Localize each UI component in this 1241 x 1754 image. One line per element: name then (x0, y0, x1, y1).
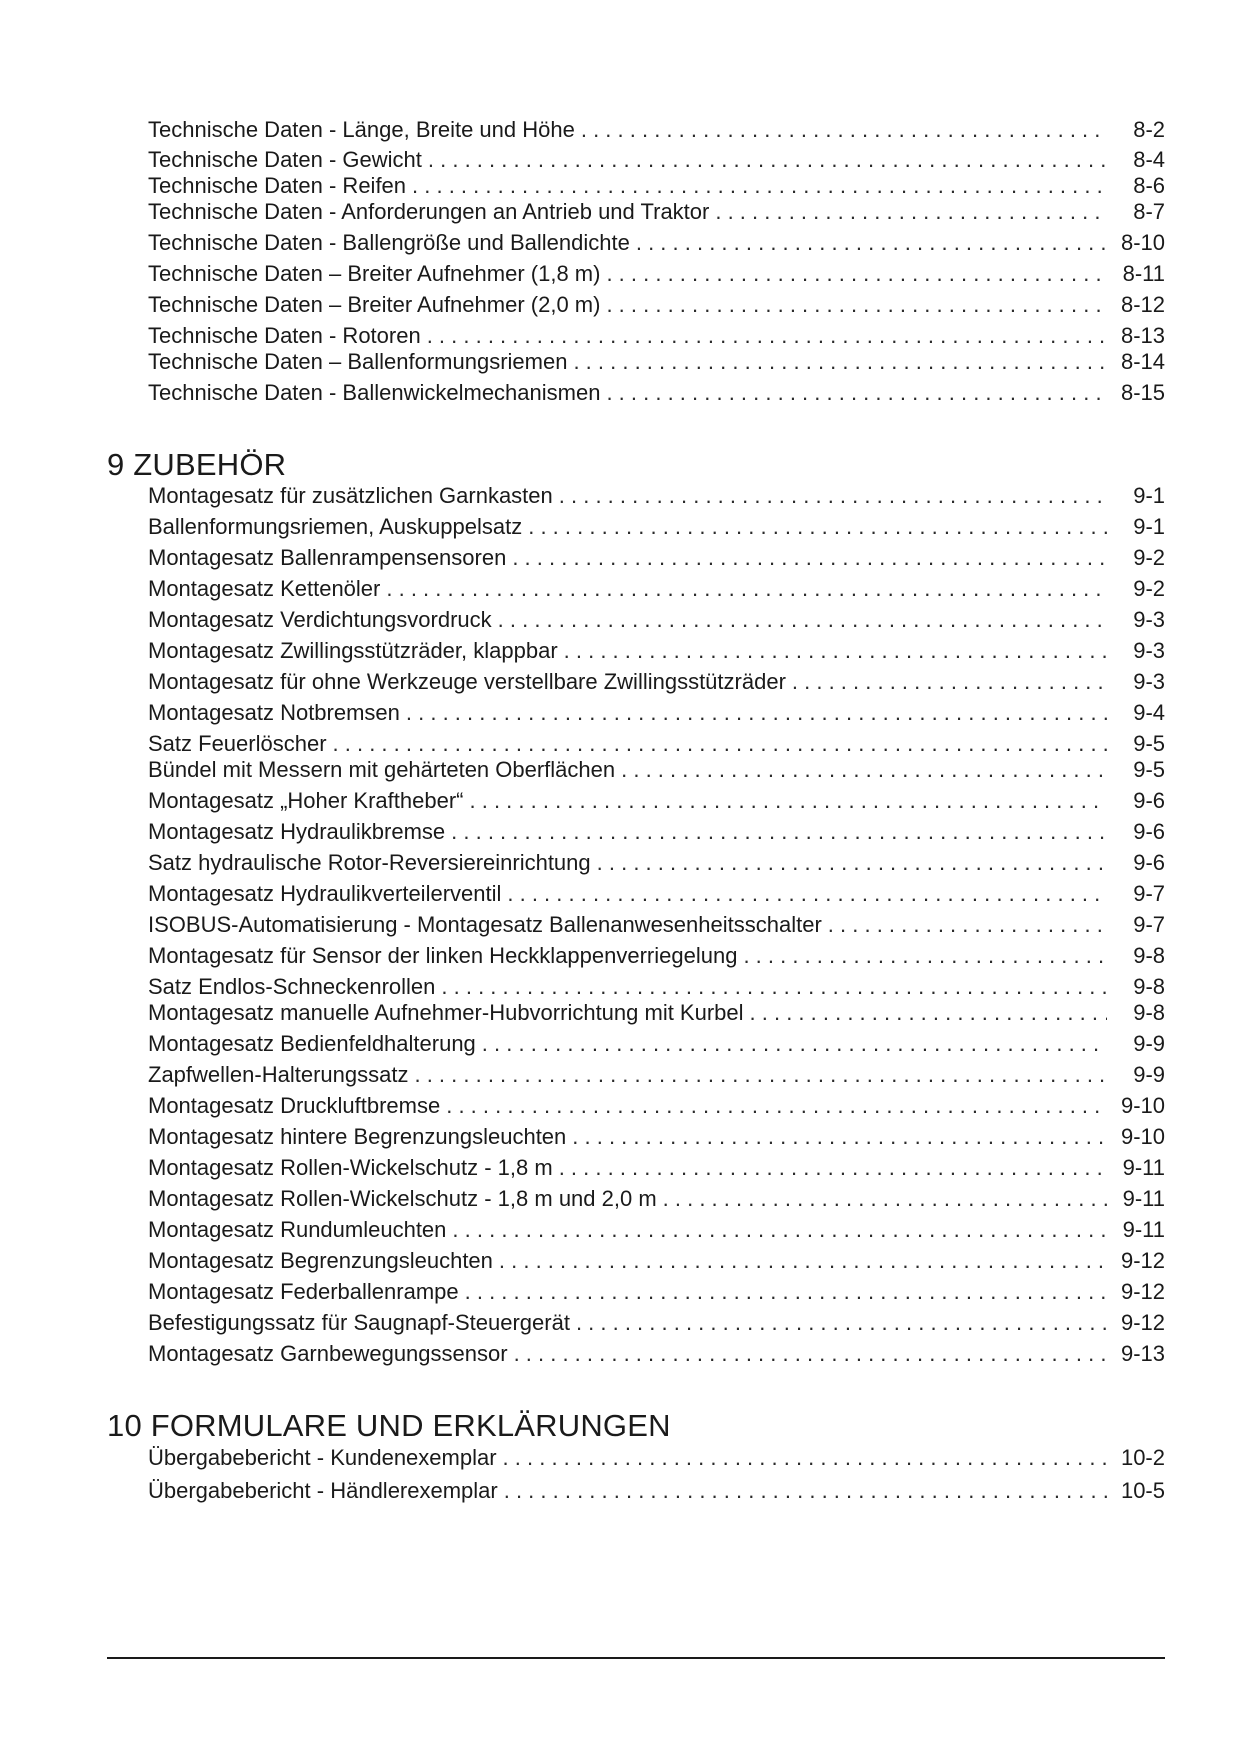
toc-entry-title: Montagesatz „Hoher Kraftheber“ (148, 788, 464, 813)
toc-leader-dots (514, 1339, 1107, 1369)
toc-entry-title: Technische Daten – Breiter Aufnehmer (2,0 m) (148, 292, 601, 317)
toc-leader-dots (572, 1122, 1107, 1152)
toc-entry[interactable] (148, 347, 1165, 377)
toc-entry[interactable] (148, 1277, 1165, 1307)
section-heading[interactable]: 9 ZUBEHÖR (107, 447, 287, 482)
toc-entry-title: Befestigungssatz für Saugnapf-Steuergerät (148, 1310, 570, 1335)
toc-entry-page: 8-13 (1120, 323, 1165, 348)
toc-entry-title: Montagesatz für Sensor der linken Heckklappenverriegelung (148, 943, 738, 968)
toc-entry[interactable] (148, 1184, 1165, 1214)
toc-entry[interactable] (148, 543, 1165, 573)
toc-entry-title: Montagesatz Kettenöler (148, 576, 381, 601)
toc-leader-dots (451, 817, 1107, 847)
toc-entry-page: 9-1 (1133, 483, 1165, 508)
toc-entry[interactable] (148, 115, 1165, 145)
toc-leader-dots (465, 1277, 1107, 1307)
toc-entry[interactable] (148, 1443, 1165, 1473)
toc-entry[interactable] (148, 848, 1165, 878)
toc-leader-dots (792, 667, 1107, 697)
toc-entry-title: Montagesatz Verdichtungsvordruck (148, 607, 492, 632)
toc-leader-dots (498, 605, 1107, 635)
toc-entry[interactable] (148, 605, 1165, 635)
toc-leader-dots (743, 941, 1107, 971)
toc-entry-page: 10-2 (1120, 1445, 1165, 1470)
toc-leader-dots (606, 259, 1107, 289)
toc-entry-page: 9-10 (1120, 1124, 1165, 1149)
toc-leader-dots (636, 228, 1107, 258)
toc-entry-page: 9-3 (1133, 607, 1165, 632)
toc-entry[interactable] (148, 910, 1165, 940)
toc-leader-dots (564, 636, 1107, 666)
toc-entry-title: Montagesatz Zwillingsstützräder, klappbar (148, 638, 558, 663)
toc-entry-title: Technische Daten – Breiter Aufnehmer (1,8 m) (148, 261, 601, 286)
toc-entry-page: 8-2 (1133, 117, 1165, 142)
toc-leader-dots (750, 998, 1107, 1028)
toc-entry[interactable] (148, 941, 1165, 971)
toc-entry[interactable] (148, 1339, 1165, 1369)
toc-entry-page: 9-13 (1120, 1341, 1165, 1366)
toc-entry-title: ISOBUS-Automatisierung - Montagesatz Ballenanwesenheitsschalter (148, 912, 822, 937)
toc-entry[interactable] (148, 1060, 1165, 1090)
toc-entry-title: Montagesatz Rundumleuchten (148, 1217, 447, 1242)
toc-entry-title: Montagesatz für zusätzlichen Garnkasten (148, 483, 553, 508)
toc-entry[interactable] (148, 228, 1165, 258)
toc-entry-page: 9-12 (1120, 1279, 1165, 1304)
footer-rule (107, 1657, 1165, 1659)
toc-entry-title: Montagesatz Notbremsen (148, 700, 400, 725)
toc-entry[interactable] (148, 378, 1165, 408)
toc-entry-page: 8-6 (1133, 173, 1165, 198)
toc-entry-title: Technische Daten - Gewicht (148, 147, 422, 172)
toc-entry-page: 9-3 (1133, 638, 1165, 663)
toc-entry-page: 9-11 (1122, 1217, 1165, 1242)
toc-entry-page: 9-6 (1133, 819, 1165, 844)
toc-entry-page: 9-1 (1133, 514, 1165, 539)
toc-leader-dots (621, 755, 1107, 785)
toc-entry-page: 9-11 (1122, 1155, 1165, 1180)
toc-leader-dots (507, 879, 1107, 909)
toc-entry[interactable] (148, 481, 1165, 511)
toc-leader-dots (503, 1443, 1107, 1473)
toc-leader-dots (559, 481, 1107, 511)
toc-entry-title: Montagesatz für ohne Werkzeuge verstellbare Zwillingsstützräder (148, 669, 786, 694)
toc-entry-page: 9-8 (1133, 974, 1165, 999)
toc-entry-title: Montagesatz Hydraulikbremse (148, 819, 446, 844)
toc-leader-dots (828, 910, 1107, 940)
toc-entry[interactable] (148, 879, 1165, 909)
toc-leader-dots (504, 1476, 1107, 1506)
toc-entry-page: 8-11 (1122, 261, 1165, 286)
toc-entry-page: 9-12 (1120, 1248, 1165, 1273)
toc-leader-dots (606, 378, 1107, 408)
toc-entry-title: Technische Daten - Ballenwickelmechanismen (148, 380, 601, 405)
toc-entry[interactable] (148, 636, 1165, 666)
toc-entry[interactable] (148, 1215, 1165, 1245)
toc-leader-dots (446, 1091, 1107, 1121)
toc-entry[interactable] (148, 1122, 1165, 1152)
toc-entry[interactable] (148, 1153, 1165, 1183)
toc-leader-dots (581, 115, 1107, 145)
toc-leader-dots (573, 347, 1107, 377)
toc-entry-page: 9-2 (1133, 576, 1165, 601)
toc-entry-page: 8-7 (1133, 199, 1165, 224)
toc-leader-dots (452, 1215, 1107, 1245)
toc-entry-page: 9-5 (1133, 731, 1165, 756)
toc-entry-title: Montagesatz Garnbewegungssensor (148, 1341, 508, 1366)
toc-entry-page: 9-7 (1133, 912, 1165, 937)
toc-entry[interactable] (148, 259, 1165, 289)
toc-leader-dots (386, 574, 1107, 604)
toc-leader-dots (512, 543, 1107, 573)
toc-entry-page: 9-2 (1133, 545, 1165, 570)
toc-entry-title: Technische Daten - Anforderungen an Antrieb und Traktor (148, 199, 710, 224)
toc-entry-page: 9-8 (1133, 943, 1165, 968)
toc-entry-title: Montagesatz Druckluftbremse (148, 1093, 441, 1118)
toc-entry-page: 9-8 (1133, 1000, 1165, 1025)
toc-entry-page: 9-11 (1122, 1186, 1165, 1211)
toc-entry-title: Zapfwellen-Halterungssatz (148, 1062, 409, 1087)
toc-entry-page: 9-3 (1133, 669, 1165, 694)
toc-leader-dots (406, 698, 1107, 728)
toc-entry[interactable] (148, 512, 1165, 542)
toc-entry[interactable] (148, 1029, 1165, 1059)
toc-entry[interactable] (148, 1091, 1165, 1121)
toc-entry-title: Technische Daten – Ballenformungsriemen (148, 349, 568, 374)
toc-entry-page: 9-9 (1133, 1031, 1165, 1056)
toc-leader-dots (715, 197, 1107, 227)
toc-entry[interactable] (148, 1308, 1165, 1338)
toc-entry-title: Übergabebericht - Händlerexemplar (148, 1478, 498, 1503)
toc-entry[interactable] (148, 998, 1165, 1028)
toc-entry-title: Montagesatz Federballenrampe (148, 1279, 459, 1304)
toc-entry-title: Übergabebericht - Kundenexemplar (148, 1445, 497, 1470)
toc-leader-dots (576, 1308, 1107, 1338)
toc-entry-title: Satz hydraulische Rotor-Reversiereinrichtung (148, 850, 591, 875)
toc-entry-title: Satz Endlos-Schneckenrollen (148, 974, 436, 999)
toc-entry-title: Bündel mit Messern mit gehärteten Oberflächen (148, 757, 616, 782)
toc-entry-page: 9-7 (1133, 881, 1165, 906)
toc-entry-page: 8-14 (1120, 349, 1165, 374)
toc-leader-dots (499, 1246, 1107, 1276)
toc-entry-title: Technische Daten - Ballengröße und Ballendichte (148, 230, 630, 255)
toc-leader-dots (414, 1060, 1107, 1090)
toc-entry-title: Montagesatz manuelle Aufnehmer-Hubvorrichtung mit Kurbel (148, 1000, 744, 1025)
toc-entry-page: 8-15 (1120, 380, 1165, 405)
toc-entry-page: 9-6 (1133, 788, 1165, 813)
section-heading[interactable]: 10 FORMULARE UND ERKLÄRUNGEN (107, 1408, 671, 1443)
toc-entry-title: Montagesatz Rollen-Wickelschutz - 1,8 m und 2,0 m (148, 1186, 657, 1211)
toc-leader-dots (470, 786, 1108, 816)
toc-leader-dots (597, 848, 1107, 878)
toc-entry-title: Technische Daten - Länge, Breite und Höhe (148, 117, 575, 142)
toc-entry-title: Montagesatz Bedienfeldhalterung (148, 1031, 476, 1056)
toc-entry-title: Montagesatz Rollen-Wickelschutz - 1,8 m (148, 1155, 553, 1180)
toc-entry[interactable] (148, 755, 1165, 785)
toc-entry-title: Satz Feuerlöscher (148, 731, 327, 756)
toc-entry-title: Technische Daten - Rotoren (148, 323, 421, 348)
toc-entry-page: 8-10 (1120, 230, 1165, 255)
toc-entry-page: 8-4 (1133, 147, 1165, 172)
toc-entry-title: Montagesatz hintere Begrenzungsleuchten (148, 1124, 567, 1149)
toc-leader-dots (482, 1029, 1107, 1059)
toc-entry[interactable] (148, 574, 1165, 604)
toc-entry[interactable] (148, 1476, 1165, 1506)
toc-leader-dots (606, 290, 1107, 320)
toc-leader-dots (528, 512, 1107, 542)
toc-leader-dots (663, 1184, 1107, 1214)
toc-entry-title: Montagesatz Ballenrampensensoren (148, 545, 507, 570)
toc-entry-page: 9-12 (1120, 1310, 1165, 1335)
toc-entry-page: 9-6 (1133, 850, 1165, 875)
toc-entry-title: Montagesatz Begrenzungsleuchten (148, 1248, 493, 1273)
toc-entry-title: Technische Daten - Reifen (148, 173, 407, 198)
toc-entry[interactable] (148, 698, 1165, 728)
toc-entry-page: 10-5 (1120, 1478, 1165, 1503)
toc-entry[interactable] (148, 197, 1165, 227)
toc-entry-page: 8-12 (1120, 292, 1165, 317)
toc-entry[interactable] (148, 1246, 1165, 1276)
toc-entry[interactable] (148, 667, 1165, 697)
toc-entry-page: 9-9 (1133, 1062, 1165, 1087)
toc-entry-page: 9-5 (1133, 757, 1165, 782)
toc-leader-dots (559, 1153, 1107, 1183)
toc-entry[interactable] (148, 786, 1165, 816)
toc-entry-title: Ballenformungsriemen, Auskuppelsatz (148, 514, 523, 539)
toc-entry-title: Montagesatz Hydraulikverteilerventil (148, 881, 502, 906)
toc-entry[interactable] (148, 817, 1165, 847)
toc-entry-page: 9-4 (1133, 700, 1165, 725)
toc-entry-page: 9-10 (1120, 1093, 1165, 1118)
toc-entry[interactable] (148, 290, 1165, 320)
